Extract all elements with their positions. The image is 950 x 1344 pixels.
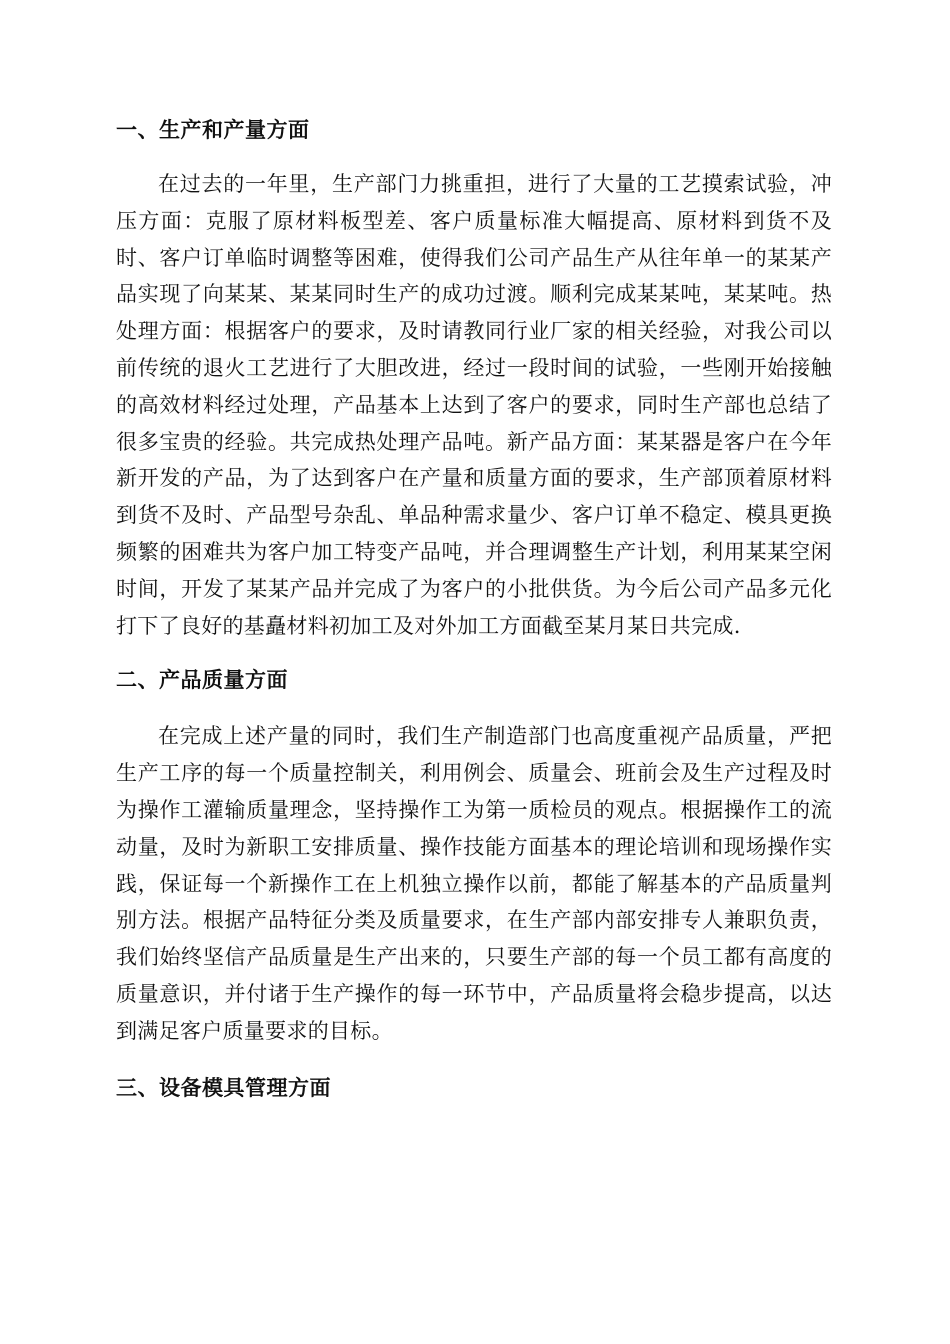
document-page — [116, 112, 832, 1106]
section-heading-equipment: 三、设备模具管理方面 — [116, 1074, 331, 1100]
section-heading-quality: 二、产品质量方面 — [116, 667, 288, 693]
section-paragraph-production: 在过去的一年里，生产部门力挑重担，进行了大量的工艺摸索试验，冲压方面：克服了原材料板型差、客户质量标准大幅提高、原材料到货不及时、客户订单临时调整等困难，使得我们公司产品生产从往年单一的某某产品实现了向某某、某某同时生产的成功过渡。顺利完成某某吨，某某吨。热处理方面：根据客户的要求，及时请教同行业厂家的相关经验，对我公司以前传统的退火工艺进行了大胆改进，经过一段时间的试验，一些刚开始接触的高效材料经过处理，产品基本上达到了客户的要求，同时生产部也总结了很多宝贵的经验。共完成热处理产品吨。新产品方面：某某器是客户在今年新开发的产品，为了达到客户在产量和质量方面的要求，生产部顶着原材料到货不及时、产品型号杂乱、单品种需求量少、客户订单不稳定、模具更换频繁的困难共为客户加工特变产品吨，并合理调整生产计划，利用某某空闲时间，开发了某某产品并完成了为客户的小批供货。为今后公司产品多元化打下了良好的基矗材料初加工及对外加工方面截至某月某日共完成. — [116, 172, 832, 638]
section-heading-production: 一、生产和产量方面 — [116, 117, 310, 142]
section-paragraph-quality: 在完成上述产量的同时，我们生产制造部门也高度重视产品质量，严把生产工序的每一个质量控制关，利用例会、质量会、班前会及生产过程及时为操作工灌输质量理念，坚持操作工为第一质检员的观点。根据操作工的流动量，及时为新职工安排质量、操作技能方面基本的理论培训和现场操作实践，保证每一个新操作工在上机独立操作以前，都能了解基本的产品质量判别方法。根据产品特征分类及质量要求，在生产部内部安排专人兼职负责，我们始终坚信产品质量是生产出来的，只要生产部的每一个员工都有高度的质量意识，并付诸于生产操作的每一环节中，产品质量将会稳步提高，以达到满足客户质量要求的目标。 — [116, 724, 832, 1043]
